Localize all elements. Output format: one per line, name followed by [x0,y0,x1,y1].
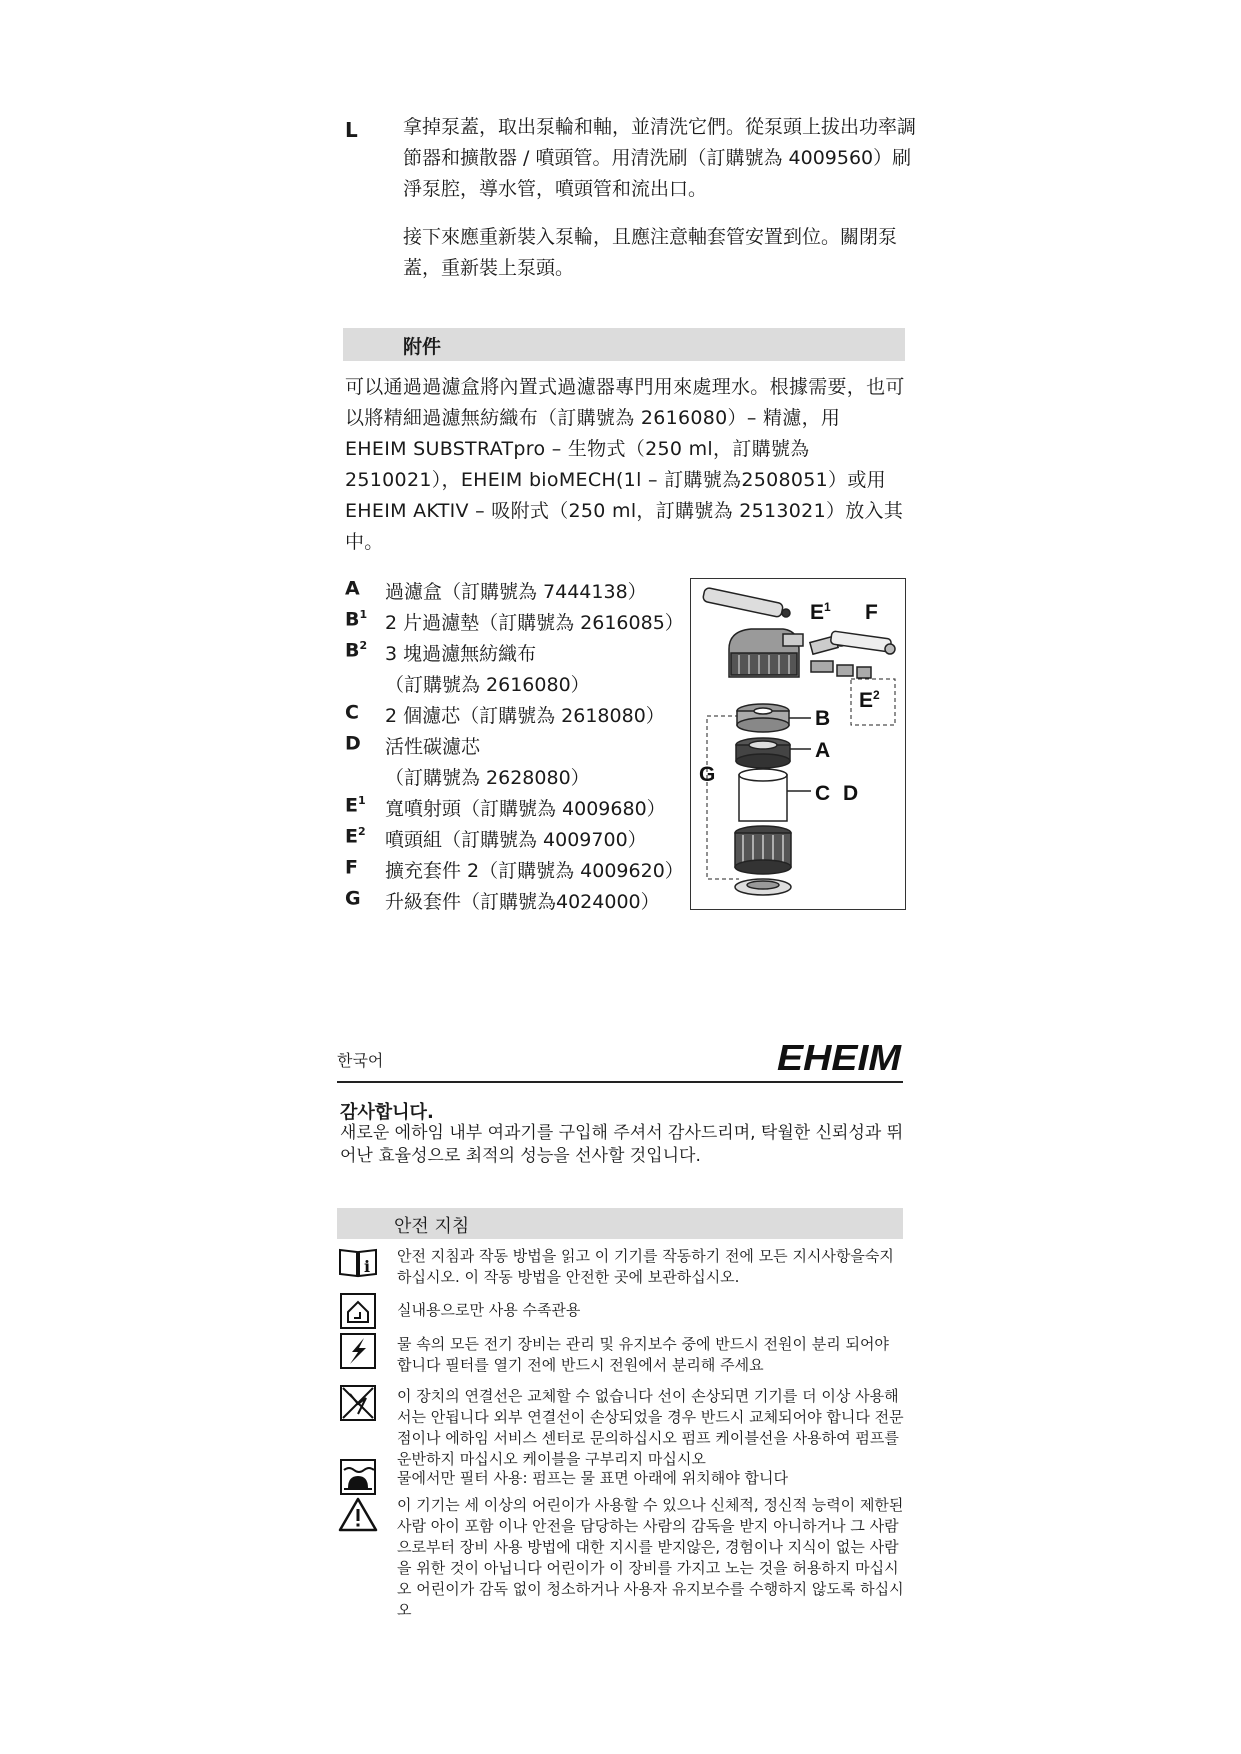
safety-text-1: 안전 지침과 작동 방법을 읽고 이 기기를 작동하기 전에 모든 지시사항을숙지 하십시오. 이 작동 방법을 안전한 곳에 보관하십시오. [397,1247,894,1286]
safety-text-4: 이 장치의 연결선은 교체할 수 없습니다 선이 손상되면 기기를 더 이상 사용해서는 안됩니다 외부 연결선이 손상되었을 경우 반드시 교체되어야 합니다 전문점이나 에하임 서비스 센터로 문의하십시오 펌프 케이블선을 사용하여 펌프를 운반하지 마십시오 케이블을 구부리지 마십시오 [397,1387,904,1468]
label-c: C [815,782,831,805]
header-rule [337,1081,903,1083]
label-f: F [865,601,878,624]
extension-tube [830,631,895,654]
parts-diagram-drawing [691,579,905,909]
part-row: $B^1$ 2 片過濾墊（訂購號為 2616085） [345,608,684,634]
warning-triangle-icon [338,1496,378,1534]
safety-text-3: 물 속의 모든 전기 장비는 관리 및 유지보수 중에 반드시 전원이 분리 되어야 합니다 필터를 열기 전에 반드시 전원에서 분리해 주세요 [397,1335,889,1374]
label-d: D [843,782,859,805]
pump-head [729,629,803,677]
safety-text-5: 물에서만 필터 사용: 펌프는 물 표면 아래에 위치해야 합니다 [397,1469,788,1487]
accessories-heading: 附件 [403,336,442,358]
label-a: A [815,739,831,762]
filter-pad [737,704,789,732]
upgrade-kit-frame [707,716,739,879]
part-row: $B^2$ 3 塊過濾無紡織布 [345,639,537,665]
filter-box [736,738,790,768]
language-label: 한국어 [337,1051,384,1070]
filter-basket [735,826,791,874]
part-row: C 2 個濾芯（訂購號為 2618080） [345,701,665,727]
electric-hazard-icon [338,1332,378,1370]
svg-text:EHEIM: EHEIM [777,1037,903,1078]
part-row: $E^2$ 噴頭組（訂購號為 4009700） [345,825,647,851]
part-row: G 升級套件（訂購號為4024000） [345,887,660,913]
safety-heading-bar [337,1208,903,1239]
label-b: B [815,707,831,730]
accessories-heading-bar [343,328,905,361]
filter-cartridge [739,769,787,821]
intro-paragraph: 새로운 에하임 내부 여과기를 구입해 주셔서 감사드리며, 탁월한 신뢰성과 뛰어난 효율성으로 최적의 성능을 선사할 것입니다. [340,1123,904,1166]
label-g: G [699,763,716,786]
part-row: A 過濾盒（訂購號為 7444138） [345,577,647,603]
step-l-paragraph-2: 接下來應重新裝入泵輪，且應注意軸套管安置到位。關閉泵蓋，重新裝上泵頭。 [403,226,898,279]
part-row: （訂購號為 2616080） [385,674,590,696]
thanks-heading: 감사합니다. [340,1102,434,1123]
outlet-tube [702,587,790,617]
underwater-use-icon [338,1458,378,1496]
no-cable-replacement-icon [338,1384,378,1422]
label-e1: $E^1$ [810,600,831,624]
svg-text:i: i [364,1257,371,1276]
part-row: （訂購號為 2628080） [385,767,590,789]
step-letter: L [345,118,358,142]
info-manual-icon [338,1242,378,1280]
safety-text-6: 이 기기는 세 이상의 어린이가 사용할 수 있으나 신체적, 정신적 능력이 제한된 사람 아이 포함 이나 안전을 담당하는 사람의 감독을 받지 아니하거나 그 사람으로부터 장비 사용 방법에 대한 지시를 받지않은, 경험이나 지식이 없는 사람을 위한 것이 아닙니다 어린이가 이 장비를 가지고 노는 것을 허용하지 마십시오 어린이가 감독 없이 청소하거나 사용자 유지보수를 수행하지 않도록 하십시오 [397,1496,904,1619]
accessories-paragraph: 可以通過過濾盒將內置式過濾器專門用來處理水。根據需要，也可以將精細過濾無紡織布（訂購號為 2616080）– 精濾，用 EHEIM SUBSTRATpro – 生物式（250 ml，訂購號為 2510021），EHEIM bioMECH(1l – 訂購號為2508051）或用 EHEIM AKTIV – 吸附式（250 ml，訂購號為 2513021）放入其中。 [345,376,905,553]
bottom-plate [735,879,791,895]
indoor-use-icon [338,1292,378,1330]
part-row: D 活性碳濾芯 [345,732,481,758]
safety-heading: 안전 지침 [394,1216,470,1237]
parts-list [345,577,685,918]
parts-diagram [690,578,906,910]
safety-text-2: 실내용으로만 사용 수족관용 [397,1301,581,1319]
part-row: $E^1$ 寬噴射頭（訂購號為 4009680） [345,794,666,820]
step-l-paragraph: 拿掉泵蓋，取出泵輪和軸，並清洗它們。從泵頭上拔出功率調節器和擴散器 / 噴頭管。用清洗刷（訂購號為 4009560）刷淨泵腔，導水管，噴頭管和流出口。 [403,116,917,200]
eheim-logo [775,1034,903,1078]
label-e2: $E^2$ [859,688,880,712]
jet-set [811,661,871,678]
part-row: F 擴充套件 2（訂購號為 4009620） [345,856,684,882]
